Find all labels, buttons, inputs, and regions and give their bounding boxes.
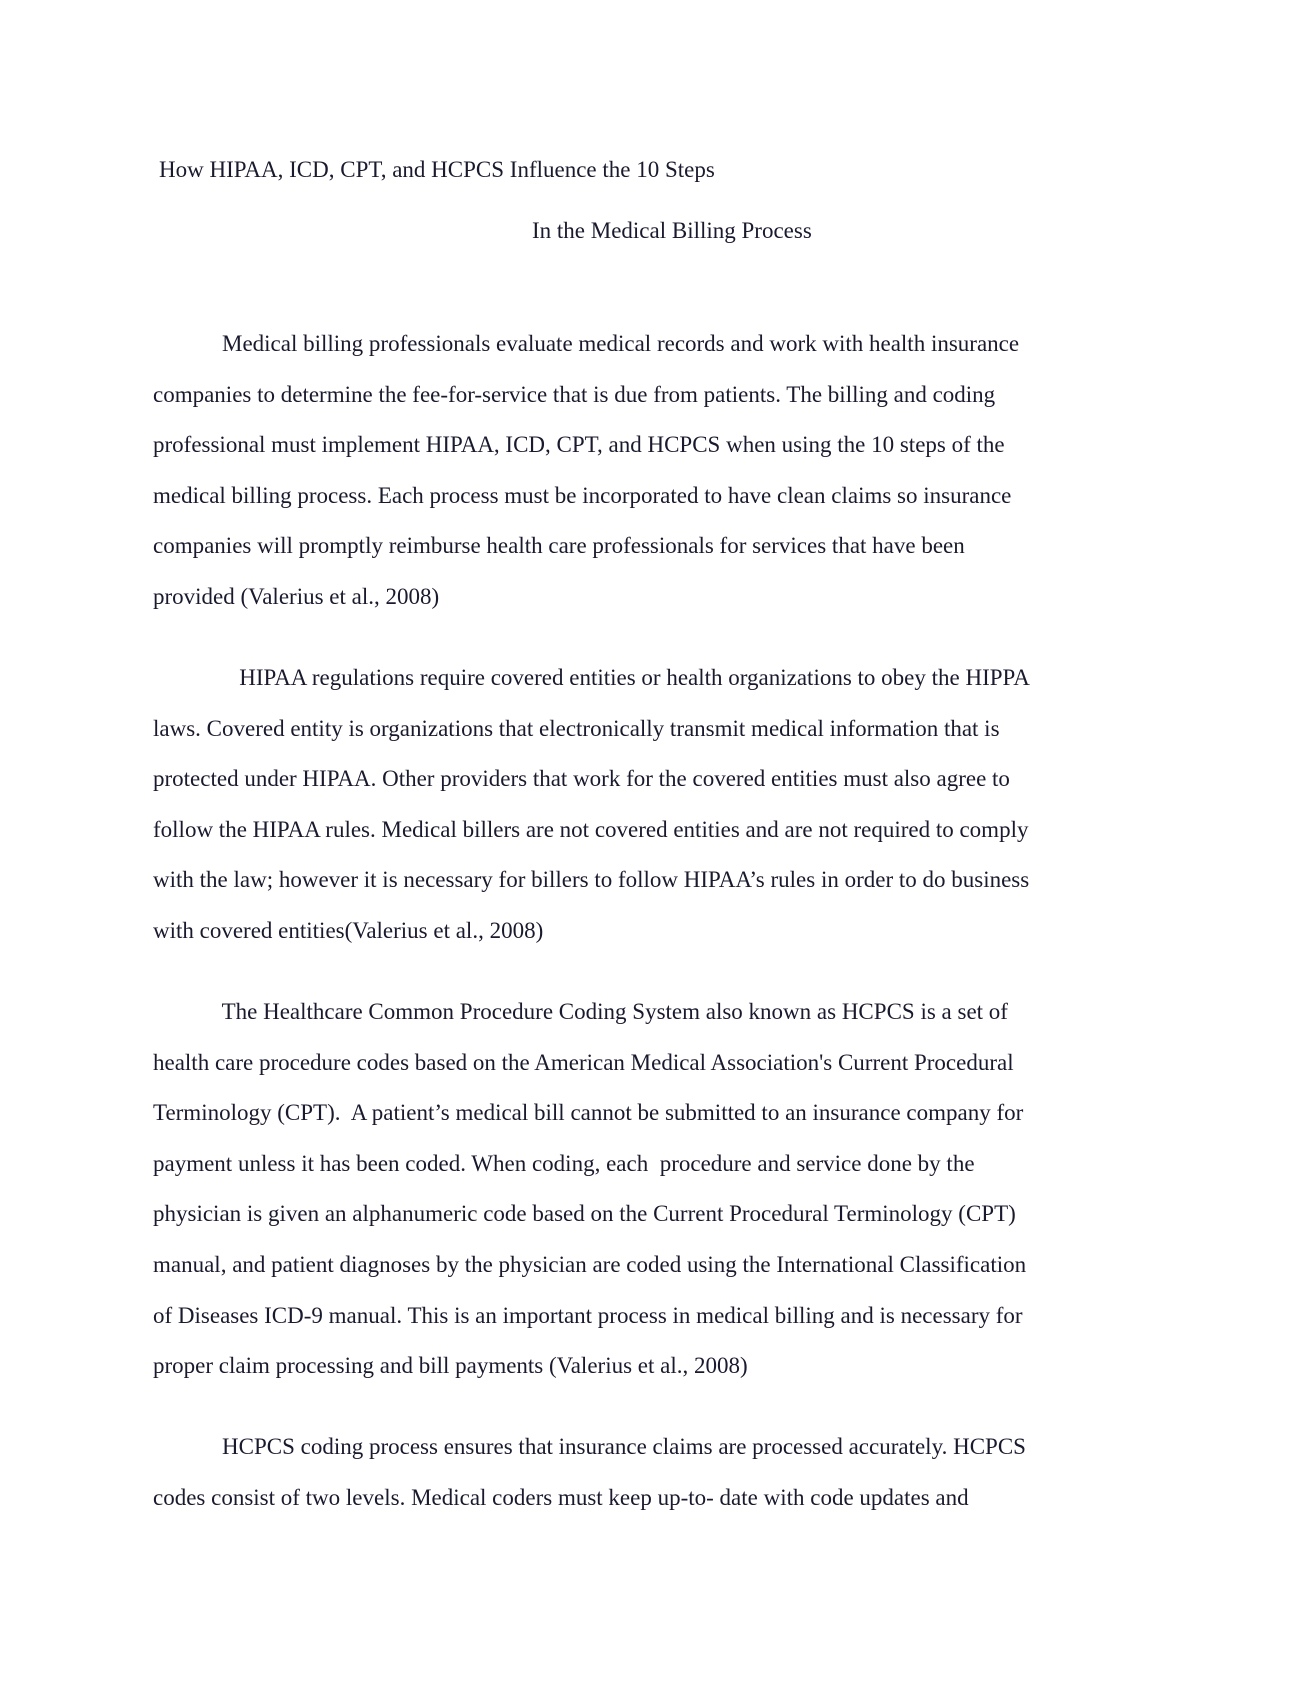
- paragraph-line: of Diseases ICD-9 manual. This is an important process in medical billing and is necessary for: [153, 1302, 1023, 1328]
- paragraph-line: payment unless it has been coded. When coding, each procedure and service done by the: [153, 1150, 975, 1176]
- paragraph-line: laws. Covered entity is organizations that electronically transmit medical information that is: [153, 715, 1000, 741]
- paragraph-line: medical billing process. Each process must be incorporated to have clean claims so insurance: [153, 482, 1012, 508]
- paragraph-line: with covered entities(Valerius et al., 2008): [153, 917, 544, 943]
- document-title-line-2: In the Medical Billing Process: [532, 218, 812, 243]
- paragraph-line: protected under HIPAA. Other providers that work for the covered entities must also agree to: [153, 766, 1010, 792]
- paragraph-hcpcs-cpt: [153, 987, 1163, 1392]
- paragraph-line: Medical billing professionals evaluate medical records and work with health insurance: [153, 331, 1020, 356]
- paragraph-line: follow the HIPAA rules. Medical billers are not covered entities and are not required to comply: [153, 816, 1029, 842]
- paragraph-line: professional must implement HIPAA, ICD, CPT, and HCPCS when using the 10 steps of the: [153, 432, 1005, 458]
- paragraph-line: health care procedure codes based on the American Medical Association's Current Procedural: [153, 1049, 1014, 1075]
- paragraph-line: companies to determine the fee-for-service that is due from patients. The billing and coding: [153, 381, 996, 407]
- document-title-line-1: How HIPAA, ICD, CPT, and HCPCS Influence the 10 Steps: [159, 157, 715, 182]
- paragraph-line: Terminology (CPT). A patient’s medical bill cannot be submitted to an insurance company for: [153, 1100, 1024, 1126]
- paragraph-line: The Healthcare Common Procedure Coding System also known as HCPCS is a set of: [153, 999, 1008, 1024]
- paragraph-hcpcs-levels: [153, 1422, 1163, 1523]
- paragraph-overview: [153, 319, 1163, 623]
- paragraph-line: companies will promptly reimburse health care professionals for services that have been: [153, 533, 965, 559]
- paragraph-line: codes consist of two levels. Medical coders must keep up-to- date with code updates and: [153, 1484, 969, 1510]
- paragraph-line: HCPCS coding process ensures that insurance claims are processed accurately. HCPCS: [153, 1434, 1026, 1459]
- paragraph-line: with the law; however it is necessary for billers to follow HIPAA’s rules in order to do business: [153, 867, 1030, 893]
- paragraph-line: manual, and patient diagnoses by the physician are coded using the International Classification: [153, 1251, 1027, 1277]
- paragraph-line: physician is given an alphanumeric code based on the Current Procedural Terminology (CPT): [153, 1201, 1016, 1227]
- paragraph-line: HIPAA regulations require covered entities or health organizations to obey the HIPPA: [153, 665, 1030, 690]
- paragraph-line: provided (Valerius et al., 2008): [153, 583, 440, 609]
- paragraph-line: proper claim processing and bill payments (Valerius et al., 2008): [153, 1353, 748, 1379]
- paragraph-hipaa: [153, 653, 1163, 957]
